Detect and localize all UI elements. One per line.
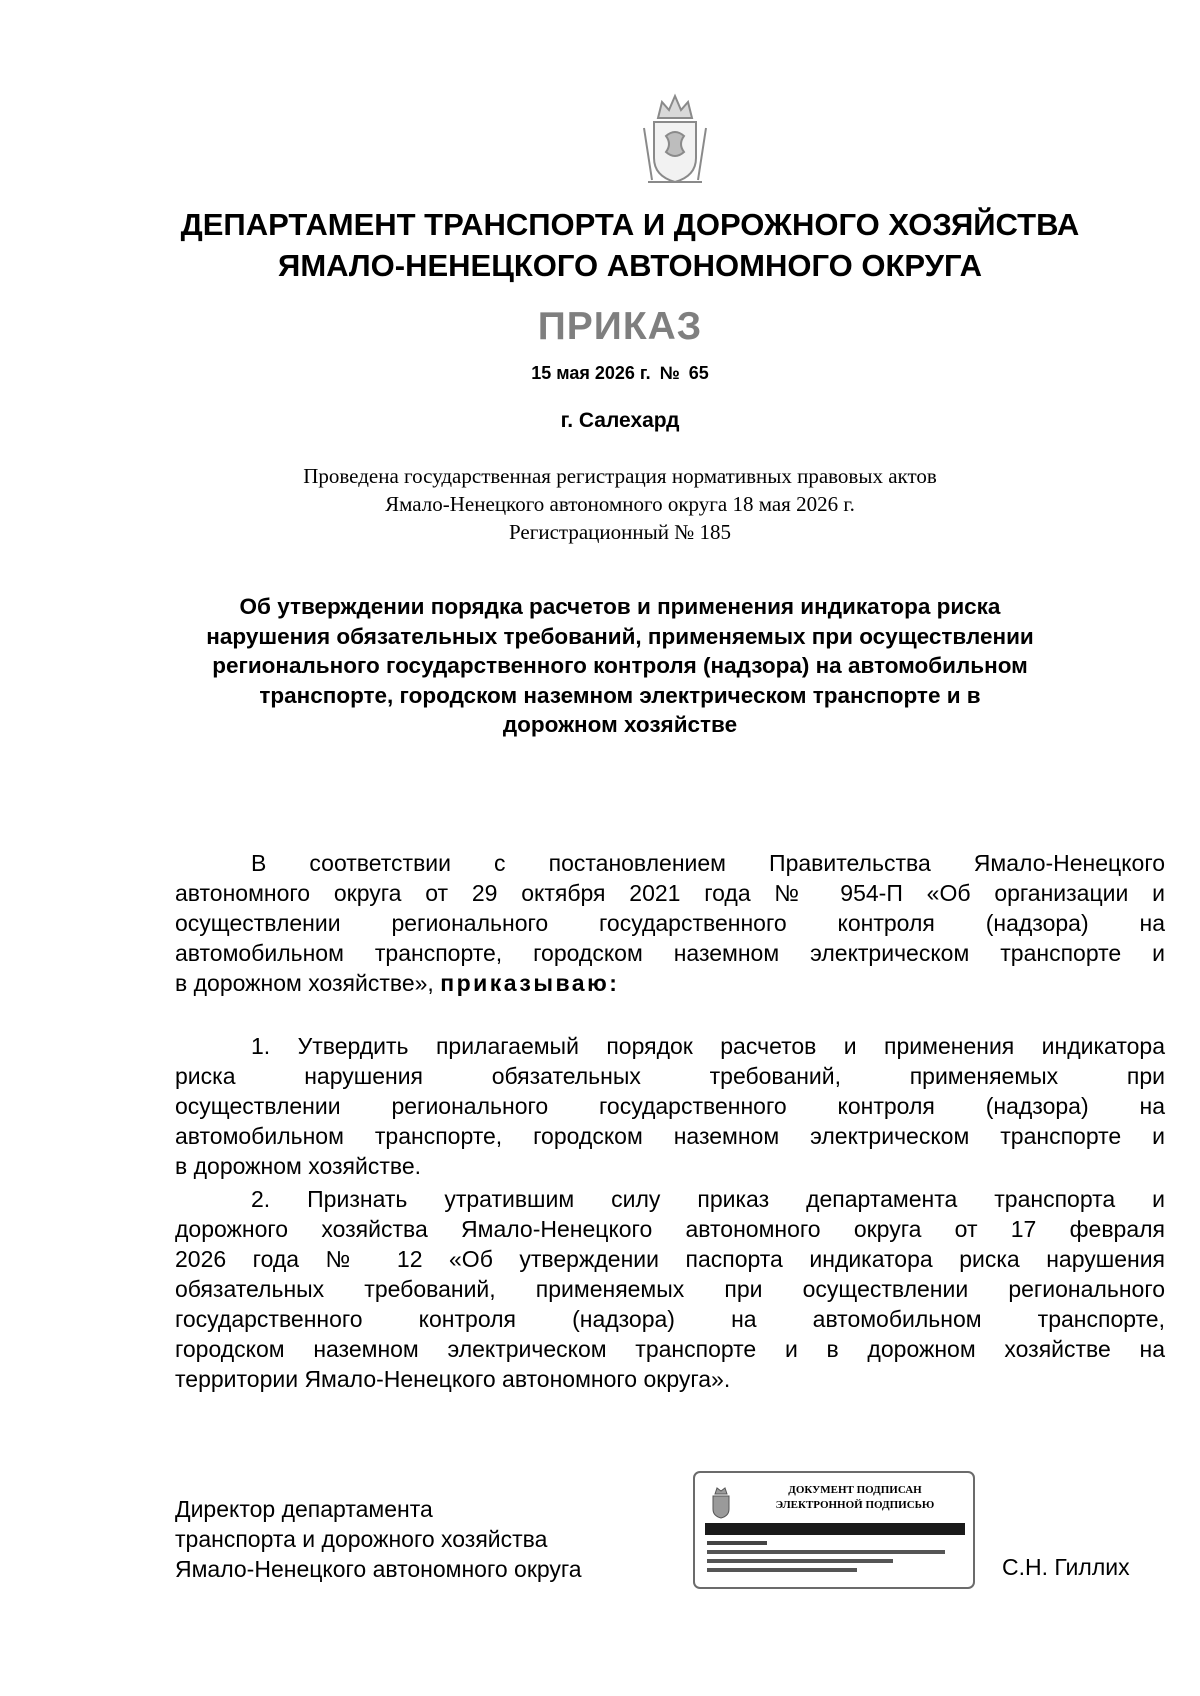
item-line: государственного контроля (надзора) на автомобильном транспорте, bbox=[175, 1306, 1165, 1332]
title-line: нарушения обязательных требований, применяемых при осуществлении bbox=[206, 623, 1034, 649]
title-line: дорожном хозяйстве bbox=[502, 712, 738, 737]
item-1 bbox=[175, 1031, 1165, 1181]
item-line: городском наземном электрическом транспорте и в дорожном хозяйстве на bbox=[175, 1336, 1165, 1362]
preamble-line: автономного округа от 29 октября 2021 года № 954-П «Об организации и bbox=[175, 880, 1165, 906]
item-line: территории Ямало-Ненецкого автономного округа». bbox=[175, 1366, 731, 1392]
item-line: 1. Утвердить прилагаемый порядок расчетов и применения индикатора bbox=[251, 1033, 1165, 1059]
electronic-signature-stamp bbox=[693, 1471, 975, 1589]
signatory-title bbox=[175, 1494, 582, 1584]
order-title bbox=[180, 592, 1060, 740]
stamp-heading bbox=[741, 1483, 969, 1513]
registration-line: Регистрационный № 185 bbox=[509, 520, 731, 544]
registration-line: Проведена государственная регистрация нормативных правовых актов bbox=[303, 464, 937, 488]
stamp-heading-line: ДОКУМЕНТ ПОДПИСАН bbox=[788, 1484, 922, 1496]
department-name bbox=[130, 204, 1130, 286]
coat-of-arms-emblem bbox=[638, 88, 712, 186]
item-line: автомобильном транспорте, городском наземном электрическом транспорте и bbox=[175, 1123, 1165, 1149]
signatory-title-line: транспорта и дорожного хозяйства bbox=[175, 1526, 548, 1552]
department-line: ЯМАЛО-НЕНЕЦКОГО АВТОНОМНОГО ОКРУГА bbox=[278, 248, 982, 283]
item-line: обязательных требований, применяемых при осуществлении регионального bbox=[175, 1276, 1165, 1302]
stamp-heading-line: ЭЛЕКТРОННОЙ ПОДПИСЬЮ bbox=[775, 1499, 935, 1511]
item-line: 2. Признать утратившим силу приказ департамента транспорта и bbox=[251, 1186, 1165, 1212]
department-line: ДЕПАРТАМЕНТ ТРАНСПОРТА И ДОРОЖНОГО ХОЗЯЙСТВА bbox=[180, 207, 1080, 242]
stamp-emblem-icon bbox=[708, 1485, 734, 1519]
stamp-info-bar bbox=[705, 1523, 965, 1535]
stamp-detail-text-lines bbox=[707, 1539, 957, 1577]
item-line: 2026 года № 12 «Об утверждении паспорта индикатора риска нарушения bbox=[175, 1246, 1165, 1272]
item-line: дорожного хозяйства Ямало-Ненецкого автономного округа от 17 февраля bbox=[175, 1216, 1165, 1242]
signatory-name: С.Н. Гиллих bbox=[1002, 1554, 1130, 1580]
signatory-title-line: Директор департамента bbox=[175, 1496, 433, 1522]
item-2 bbox=[175, 1184, 1165, 1394]
order-verb: приказываю: bbox=[440, 970, 620, 996]
item-line: риска нарушения обязательных требований, применяемых при bbox=[175, 1063, 1165, 1089]
order-date: 15 мая 2026 г. bbox=[531, 363, 651, 383]
item-line: осуществлении регионального государственного контроля (надзора) на bbox=[175, 1093, 1165, 1119]
order-number-label: № bbox=[659, 363, 680, 383]
title-line: регионального государственного контроля (надзора) на автомобильном bbox=[212, 653, 1028, 678]
preamble-line-last bbox=[175, 968, 1165, 998]
signatory-title-line: Ямало-Ненецкого автономного округа bbox=[175, 1556, 582, 1582]
preamble-paragraph bbox=[175, 848, 1165, 998]
title-line: транспорте, городском наземном электрическом транспорте и в bbox=[259, 682, 981, 708]
preamble-line: автомобильном транспорте, городском наземном электрическом транспорте и bbox=[175, 940, 1165, 966]
order-date-number bbox=[0, 363, 1200, 384]
preamble-line: в дорожном хозяйстве», bbox=[175, 970, 434, 996]
registration-note bbox=[0, 462, 1200, 546]
city: г. Салехард bbox=[560, 409, 680, 432]
item-line: в дорожном хозяйстве. bbox=[175, 1153, 422, 1179]
stamp-details bbox=[707, 1539, 969, 1581]
preamble-line: В соответствии с постановлением Правительства Ямало-Ненецкого bbox=[251, 850, 1165, 876]
order-number: 65 bbox=[688, 363, 709, 383]
preamble-line: осуществлении регионального государственного контроля (надзора) на bbox=[175, 910, 1165, 936]
document-type: ПРИКАЗ bbox=[537, 305, 703, 348]
title-line: Об утверждении порядка расчетов и применения индикатора риска bbox=[239, 594, 1001, 619]
registration-line: Ямало-Ненецкого автономного округа 18 мая 2026 г. bbox=[385, 492, 855, 516]
